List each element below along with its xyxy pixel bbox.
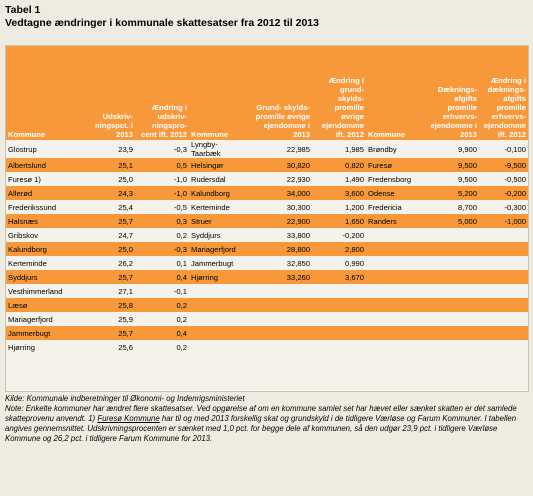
cell-ud: -1,0 bbox=[135, 172, 189, 186]
cell-ud: 0,2 bbox=[135, 340, 189, 354]
cell-g: 32,850 bbox=[245, 256, 312, 270]
cell-g: 33,260 bbox=[245, 270, 312, 284]
cell-g bbox=[245, 312, 312, 326]
cell-dd bbox=[479, 312, 528, 326]
cell-g bbox=[245, 326, 312, 340]
cell-u: 25,0 bbox=[78, 242, 135, 256]
table-row bbox=[6, 214, 528, 228]
cell-gd: 1,490 bbox=[312, 172, 366, 186]
cell-gd: 1,985 bbox=[312, 140, 366, 158]
cell-g: 30,820 bbox=[245, 158, 312, 172]
cell-gd: 0,820 bbox=[312, 158, 366, 172]
cell-k2 bbox=[189, 298, 245, 312]
cell-u: 25,6 bbox=[78, 340, 135, 354]
cell-k2: Helsingør bbox=[189, 158, 245, 172]
cell-ud: -0,3 bbox=[135, 140, 189, 158]
cell-k1: Frederikssund bbox=[6, 200, 78, 214]
cell-dd: -9,500 bbox=[479, 158, 528, 172]
table-caption: Vedtagne ændringer i kommunale skattesatser fra 2012 til 2013 bbox=[5, 17, 319, 29]
cell-dd bbox=[479, 298, 528, 312]
cell-k3: Randers bbox=[366, 214, 427, 228]
cell-k2: Kerteminde bbox=[189, 200, 245, 214]
cell-u: 26,2 bbox=[78, 256, 135, 270]
cell-k1: Furesø 1) bbox=[6, 172, 78, 186]
cell-k2: Struer bbox=[189, 214, 245, 228]
cell-u: 23,9 bbox=[78, 140, 135, 158]
tax-rate-table bbox=[6, 46, 528, 354]
cell-k2: Kalundborg bbox=[189, 186, 245, 200]
cell-ud: -0,3 bbox=[135, 242, 189, 256]
header-aendring-udskriv: Ændring i udskriv- ningspro- cent ift. 2012 bbox=[135, 46, 189, 140]
cell-k1: Vesthimmerland bbox=[6, 284, 78, 298]
cell-k3: Fredericia bbox=[366, 200, 427, 214]
cell-k3 bbox=[366, 312, 427, 326]
cell-d bbox=[427, 284, 479, 298]
header-aendring-daekningsafgift: Ændring i dæknings- afgifts promille erhvervs- ejendomme ift. 2012 bbox=[479, 46, 528, 140]
cell-k1: Kalundborg bbox=[6, 242, 78, 256]
table-row bbox=[6, 284, 528, 298]
cell-k2: Syddjurs bbox=[189, 228, 245, 242]
cell-g: 34,000 bbox=[245, 186, 312, 200]
cell-k1: Mariagerfjord bbox=[6, 312, 78, 326]
cell-u: 25,4 bbox=[78, 200, 135, 214]
cell-d: 9,500 bbox=[427, 158, 479, 172]
cell-d: 5,000 bbox=[427, 214, 479, 228]
cell-k3: Brøndby bbox=[366, 140, 427, 158]
cell-k3 bbox=[366, 256, 427, 270]
table-row bbox=[6, 326, 528, 340]
table-row bbox=[6, 158, 528, 172]
cell-d bbox=[427, 228, 479, 242]
cell-k3: Odense bbox=[366, 186, 427, 200]
cell-dd bbox=[479, 340, 528, 354]
cell-k2 bbox=[189, 284, 245, 298]
cell-k2 bbox=[189, 140, 245, 158]
cell-d bbox=[427, 298, 479, 312]
cell-k2-line2: Taarbæk bbox=[191, 149, 221, 158]
cell-u: 25,8 bbox=[78, 298, 135, 312]
cell-g: 22,900 bbox=[245, 214, 312, 228]
cell-gd bbox=[312, 284, 366, 298]
table-row bbox=[6, 200, 528, 214]
cell-g: 22,930 bbox=[245, 172, 312, 186]
header-kommune-3: Kommune bbox=[366, 46, 427, 140]
cell-u: 25,7 bbox=[78, 326, 135, 340]
header-kommune-1: Kommune bbox=[6, 46, 78, 140]
furesoe-underlined: Furesø Kommune bbox=[97, 414, 160, 423]
cell-gd: 1,650 bbox=[312, 214, 366, 228]
cell-dd bbox=[479, 284, 528, 298]
cell-gd: 0,990 bbox=[312, 256, 366, 270]
cell-ud: -0,5 bbox=[135, 200, 189, 214]
cell-dd bbox=[479, 242, 528, 256]
cell-ud: 0,3 bbox=[135, 214, 189, 228]
cell-d bbox=[427, 312, 479, 326]
cell-ud: 0,2 bbox=[135, 228, 189, 242]
header-daekningsafgift: Dæknings- afgifts promille erhvervs- ejendomme i 2013 bbox=[427, 46, 479, 140]
cell-k1: Jammerbugt bbox=[6, 326, 78, 340]
cell-ud: 0,5 bbox=[135, 158, 189, 172]
cell-d bbox=[427, 340, 479, 354]
cell-k3 bbox=[366, 298, 427, 312]
cell-gd: 3,670 bbox=[312, 270, 366, 284]
source-note: Kilde: Kommunale indberetninger til Økonomi- og Indenrigsministeriet bbox=[5, 394, 245, 403]
table-row bbox=[6, 242, 528, 256]
cell-k3: Furesø bbox=[366, 158, 427, 172]
cell-ud: 0,4 bbox=[135, 326, 189, 340]
cell-dd: -0,200 bbox=[479, 186, 528, 200]
table-title bbox=[5, 4, 319, 30]
table-row bbox=[6, 228, 528, 242]
cell-u: 25,7 bbox=[78, 270, 135, 284]
cell-dd bbox=[479, 228, 528, 242]
table-row bbox=[6, 340, 528, 354]
cell-gd bbox=[312, 298, 366, 312]
cell-gd bbox=[312, 326, 366, 340]
cell-dd bbox=[479, 270, 528, 284]
table-row bbox=[6, 172, 528, 186]
cell-k1: Syddjurs bbox=[6, 270, 78, 284]
cell-g bbox=[245, 340, 312, 354]
cell-d bbox=[427, 256, 479, 270]
cell-k2-line1: Lyngby- bbox=[191, 140, 218, 149]
cell-u: 27,1 bbox=[78, 284, 135, 298]
cell-k3 bbox=[366, 270, 427, 284]
cell-d: 8,700 bbox=[427, 200, 479, 214]
cell-g: 33,800 bbox=[245, 228, 312, 242]
cell-k1: Gribskov bbox=[6, 228, 78, 242]
cell-gd: -0,200 bbox=[312, 228, 366, 242]
table-notes bbox=[5, 394, 527, 444]
cell-ud: 0,2 bbox=[135, 312, 189, 326]
cell-k3 bbox=[366, 242, 427, 256]
cell-dd: -0,100 bbox=[479, 140, 528, 158]
cell-u: 24,3 bbox=[78, 186, 135, 200]
cell-k1: Allerød bbox=[6, 186, 78, 200]
cell-k1: Halsnæs bbox=[6, 214, 78, 228]
cell-u: 25,7 bbox=[78, 214, 135, 228]
cell-g: 22,985 bbox=[245, 140, 312, 158]
table-row bbox=[6, 312, 528, 326]
table-body bbox=[6, 140, 528, 354]
cell-u: 25,0 bbox=[78, 172, 135, 186]
cell-k3 bbox=[366, 228, 427, 242]
cell-ud: 0,1 bbox=[135, 256, 189, 270]
header-kommune-2: Kommune bbox=[189, 46, 245, 140]
cell-gd: 3,600 bbox=[312, 186, 366, 200]
cell-gd bbox=[312, 340, 366, 354]
cell-dd: -1,000 bbox=[479, 214, 528, 228]
cell-dd bbox=[479, 326, 528, 340]
cell-k1: Glostrup bbox=[6, 140, 78, 158]
cell-d: 5,200 bbox=[427, 186, 479, 200]
cell-g bbox=[245, 298, 312, 312]
header-udskrivningspct: Udskriv- ningspct. i 2013 bbox=[78, 46, 135, 140]
cell-d bbox=[427, 326, 479, 340]
table-row bbox=[6, 186, 528, 200]
cell-gd bbox=[312, 312, 366, 326]
cell-k1: Læsø bbox=[6, 298, 78, 312]
cell-k2 bbox=[189, 340, 245, 354]
cell-k2 bbox=[189, 312, 245, 326]
cell-d bbox=[427, 270, 479, 284]
cell-gd: 1,200 bbox=[312, 200, 366, 214]
cell-u: 24,7 bbox=[78, 228, 135, 242]
cell-ud: -0,1 bbox=[135, 284, 189, 298]
cell-k2: Rudersdal bbox=[189, 172, 245, 186]
cell-k3: Fredensborg bbox=[366, 172, 427, 186]
cell-k3 bbox=[366, 284, 427, 298]
cell-u: 25,9 bbox=[78, 312, 135, 326]
cell-k2: Jammerbugt bbox=[189, 256, 245, 270]
cell-ud: -1,0 bbox=[135, 186, 189, 200]
table-number: Tabel 1 bbox=[5, 4, 41, 16]
cell-k1: Hjørring bbox=[6, 340, 78, 354]
table-row bbox=[6, 270, 528, 284]
header-row bbox=[6, 46, 528, 140]
cell-dd: -0,500 bbox=[479, 172, 528, 186]
header-grundskyld: Grund- skylds- promille øvrige ejendomme i 2013 bbox=[245, 46, 312, 140]
cell-d: 9,500 bbox=[427, 172, 479, 186]
cell-d: 9,900 bbox=[427, 140, 479, 158]
cell-dd: -0,300 bbox=[479, 200, 528, 214]
cell-ud: 0,2 bbox=[135, 298, 189, 312]
table-row bbox=[6, 298, 528, 312]
table-row bbox=[6, 140, 528, 158]
cell-d bbox=[427, 242, 479, 256]
cell-u: 25,1 bbox=[78, 158, 135, 172]
cell-g: 28,800 bbox=[245, 242, 312, 256]
header-aendring-grundskyld: Ændring i grund- skylds- promille øvrige ejendomme ift. 2012 bbox=[312, 46, 366, 140]
cell-ud: 0,4 bbox=[135, 270, 189, 284]
cell-k3 bbox=[366, 340, 427, 354]
cell-k2: Mariagerfjord bbox=[189, 242, 245, 256]
cell-g bbox=[245, 284, 312, 298]
table-row bbox=[6, 256, 528, 270]
tax-table-frame bbox=[5, 45, 529, 392]
cell-k2: Hjørring bbox=[189, 270, 245, 284]
cell-g: 30,300 bbox=[245, 200, 312, 214]
cell-k1: Albertslund bbox=[6, 158, 78, 172]
footnote: Note: Enkelte kommuner har ændret flere skattesatser. Ved opgørelse af om en kommune samlet set har hævet eller sænket skatten er det samlede skatteprovenu anvendt. 1) Furesø Kommune har til og med 2013 forskellig skat og grundskyld i de tidligere Værløse og Farum Kommuner. I tabellen angives gennemsnittet. Udskrivningsprocenten er sænket med 1,0 pct. for begge dele af kommunen, så den udgør 23,9 pct. i tidligere Værløse Kommune og 26,2 pct. i tidligere Farum Kommune for 2013. bbox=[5, 404, 517, 443]
cell-gd: 2,800 bbox=[312, 242, 366, 256]
cell-k1: Kerteminde bbox=[6, 256, 78, 270]
cell-dd bbox=[479, 256, 528, 270]
cell-k2 bbox=[189, 326, 245, 340]
cell-k3 bbox=[366, 326, 427, 340]
